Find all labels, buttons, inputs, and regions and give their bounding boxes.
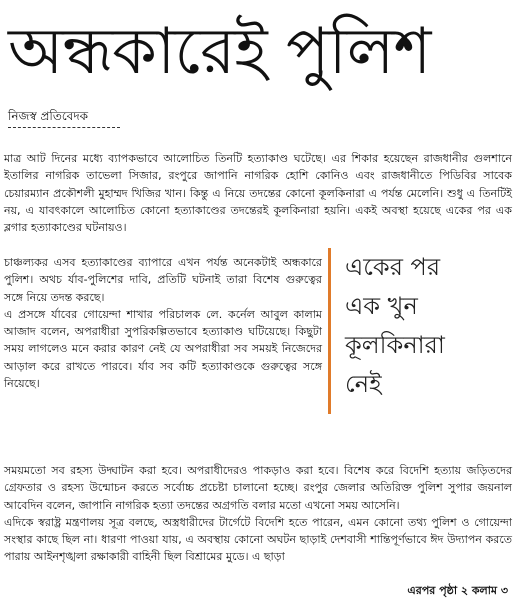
article-headline: অন্ধকারেই পুলিশ bbox=[8, 15, 431, 89]
article-left-column bbox=[4, 254, 322, 392]
article-paragraph-4 bbox=[4, 462, 512, 566]
article-paragraph-1: মাত্র আট দিনের মধ্যে ব্যাপকভাবে আলোচিত তিনটি হত্যাকাণ্ড ঘটেছে। এর শিকার হয়েছেন রাজধানীর গুলশানে ইতালির নাগরিক তাভেলা সিজার, রংপুরে জাপানি নাগরিক হোশি কোনিও এবং রাজধানীতে পিডিবির সাবেক চেয়ারম্যান প্রকৌশলী মুহাম্মদ খিজির খান। কিন্তু এ নিয়ে তদন্তের কোনো কূলকিনারা এ পর্যন্ত মেলেনি। শুধু এ তিনটিই নয়, এ যাবৎকালে আলোচিত কোনো হত্যাকাণ্ডের তদন্তেরই কূলকিনারা হয়নি। একই অবস্থা হয়েছে একের পর এক ব্লগার হত্যাকাণ্ডের ঘটনায়ও। bbox=[4, 152, 512, 235]
article-byline: নিজস্ব প্রতিবেদক bbox=[8, 109, 89, 123]
pull-quote-text: একের পর এক খুন কূলকিনারা নেই bbox=[345, 253, 445, 398]
byline-underline bbox=[8, 127, 120, 128]
pull-quote-box bbox=[328, 248, 512, 414]
article-paragraph-5-text: এদিকে স্বরাষ্ট্র মন্ত্রণালয় সূত্র বলছে, অস্ত্রধারীদের টার্গেটে বিদেশি হতে পারেন, এমন কোনো তথ্য পুলিশ ও গোয়েন্দা সংস্থার কাছে ছিল না। ধারণা পাওয়া যায়, এ অবস্থায় কোনো অঘটন ছাড়াই দেশবাসী শান্তিপূর্ণভাবে ঈদ উদ্যাপন করতে পারায় আইনশৃঙ্খলা রক্ষাকারী বাহিনী ছিল বিশ্রামের মুডে। এ ছাড়া bbox=[4, 515, 512, 564]
article-paragraph-2: চাঞ্চল্যকর এসব হত্যাকাণ্ডের ব্যাপারে এখন পর্যন্ত অনেকটাই অন্ধকারে পুলিশ। অথচ র্যাব-পুলিশের দাবি, প্রতিটি ঘটনাই তারা বিশেষ গুরুত্বের সঙ্গে নিয়ে তদন্ত করছে। bbox=[4, 256, 322, 304]
article-paragraph-4-text: সময়মতো সব রহস্য উদ্ঘাটন করা হবে। অপরাধীদেরও পাকড়াও করা হবে। বিশেষ করে বিদেশি হত্যায় জড়িতদের গ্রেফতার ও রহস্য উন্মোচন করতে সর্বোচ্চ প্রচেষ্টা চালানো হচ্ছে। রংপুর জেলার অতিরিক্ত পুলিশ সুপার জয়নাল আবেদিন বলেন, জাপানি নাগরিক হত্যা তদন্তের অগ্রগতি বলার মতো এখনো সময় আসেনি। bbox=[4, 464, 512, 512]
article-paragraph-3: এ প্রসঙ্গে র্যাবের গোয়েন্দা শাখার পরিচালক লে. কর্নেল আবুল কালাম আজাদ বলেন, অপরাধীরা সুপরিকল্পিতভাবে হত্যাকাণ্ড ঘটিয়েছে। কিছুটা সময় লাগলেও মনে করার কারণ নেই যে অপরাধীরা সব সময়ই নিজেদের আড়াল করে রাখতে পারবে। র্যাব সব কটি হত্যাকাণ্ডকে গুরুত্বের সঙ্গে নিয়েছে। bbox=[4, 307, 322, 391]
continued-on-page-link[interactable]: এরপর পৃষ্ঠা ২ কলাম ৩ bbox=[407, 584, 508, 597]
